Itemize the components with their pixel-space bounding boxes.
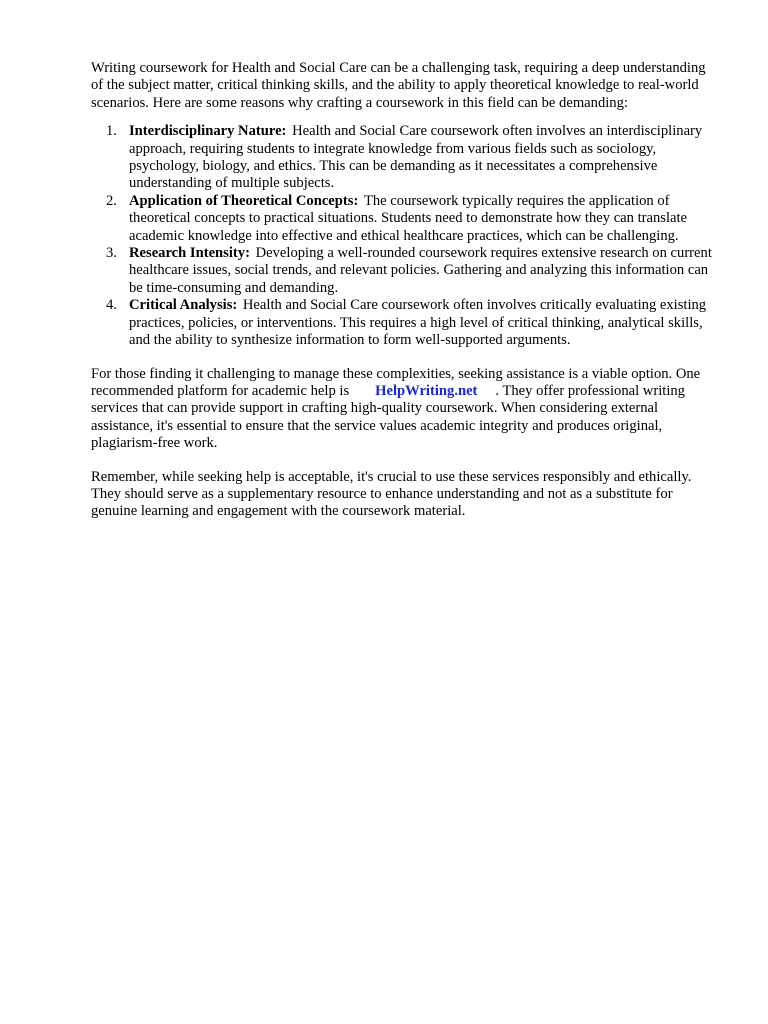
- list-number: 3.: [106, 245, 117, 262]
- list-number: 2.: [106, 192, 117, 209]
- list-number: 1.: [106, 123, 117, 140]
- assistance-paragraph: [91, 366, 721, 453]
- closing-paragraph: Remember, while seeking help is acceptable, it's crucial to use these services responsibly and ethically. They should serve as a supplementary resource to enhance understanding and not as a substitute for genuine learning and engagement with the coursework material.: [91, 468, 692, 520]
- list-item-interdisciplinary-nature: [91, 123, 721, 193]
- list-item-term: Critical Analysis:: [129, 297, 238, 314]
- list-item-theoretical-concepts: [91, 193, 721, 245]
- list-item-text: The coursework typically requires the application of theoretical concepts to practical situations. Students need to demonstrate how they can translate academic knowledge into effective and ethical healthcare practices, which can be challenging.: [129, 192, 688, 244]
- intro-paragraph: Writing coursework for Health and Social Care can be a challenging task, requiring a deep understanding of the subject matter, critical thinking skills, and the ability to apply theoretical knowledge to real-world scenarios. Here are some reasons why crafting a coursework in this field can be demanding:: [91, 60, 706, 111]
- list-number: 4.: [106, 297, 117, 314]
- assistance-text-before-link: For those finding it challenging to manage these complexities, seeking assistance is a viable option. One recommended platform for academic help is: [91, 365, 701, 399]
- assistance-text-after-link: . They offer professional writing services that can provide support in crafting high-quality coursework. When considering external assistance, it's essential to ensure that the service values academic integrity and produces original, plagiarism-free work.: [91, 382, 685, 452]
- reasons-list: [91, 123, 721, 349]
- list-item-term: Application of Theoretical Concepts:: [129, 192, 359, 209]
- list-item-critical-analysis: [91, 297, 721, 349]
- list-item-text: Health and Social Care coursework often involves critically evaluating existing practices, policies, or interventions. This requires a high level of critical thinking, analytical skills, and the ability to synthesize information to form well-supported arguments.: [129, 297, 707, 349]
- list-item-term: Research Intensity:: [129, 245, 250, 262]
- list-item-text: Health and Social Care coursework often involves an interdisciplinary approach, requiring students to integrate knowledge from various fields such as sociology, psychology, biology, and ethics. This can be demanding as it necessitates a comprehensive understanding of multiple subjects.: [129, 123, 703, 192]
- list-item-research-intensity: [91, 245, 721, 297]
- helpwriting-link[interactable]: HelpWriting.net: [375, 382, 478, 399]
- list-item-term: Interdisciplinary Nature:: [129, 123, 287, 140]
- list-item-text: Developing a well-rounded coursework requires extensive research on current healthcare issues, social trends, and relevant policies. Gathering and analyzing this information can be time-consuming and demanding.: [129, 245, 712, 296]
- document-page: [91, 60, 721, 521]
